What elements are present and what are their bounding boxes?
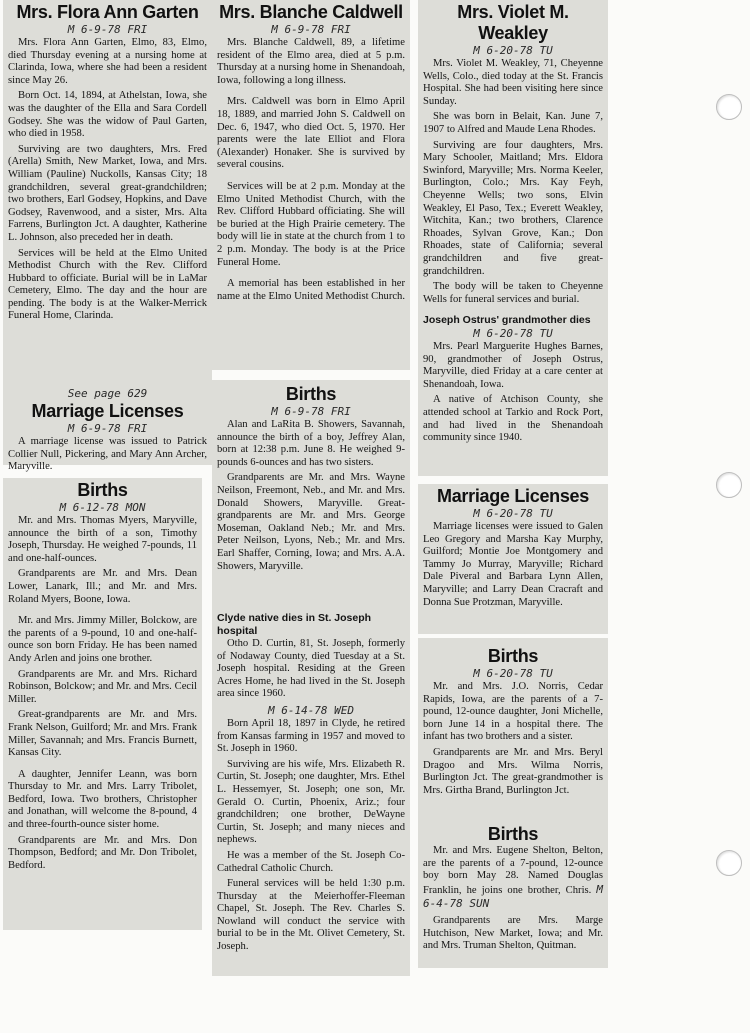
paragraph: Born April 18, 1897 in Clyde, he retired from Kansas farming in 1957 and moved to St. Joseph in 1960. — [217, 717, 405, 755]
handwritten-page-note: See page 629 — [67, 387, 148, 400]
paragraph: Mrs. Flora Ann Garten, Elmo, 83, Elmo, died Thursday evening at a nursing home at Clarinda, Iowa, where she had been a resident since May 26. — [8, 37, 207, 86]
births-right-1 — [418, 638, 608, 822]
paragraph: A native of Atchison County, she attended school at Tarkio and Rock Port, and had lived in the Shenandoah community since 1940. — [423, 394, 603, 444]
obituary-caldwell — [212, 0, 410, 370]
handwritten-date: M 6-12-78 MON — [59, 501, 146, 514]
paragraph: A marriage license was issued to Patrick Collier Null, Pickering, and Mary Ann Archer, Maryville. — [8, 436, 207, 473]
obituary-ostrus — [418, 306, 608, 476]
binder-hole-middle — [716, 472, 742, 498]
headline: Marriage Licenses — [31, 401, 184, 421]
paragraph: Great-grandparents are Mr. and Mrs. Frank Nelson, Guilford; Mr. and Mrs. Frank Miller, Savannah; and Mrs. Francis Burnett, Kansas City. — [8, 709, 197, 759]
handwritten-date: M 6-9-78 FRI — [271, 23, 351, 36]
paragraph: A daughter, Jennifer Leann, was born Thursday to Mr. and Mrs. Larry Tribolet, Bedford, Iowa. Two brothers, Christopher and Jonathan, will welcome the 8-pound, 4 and three-fourth-ounce sister home. — [8, 768, 197, 831]
headline: Births — [487, 646, 539, 666]
obituary-weakley — [418, 0, 608, 306]
headline: Clyde native dies in St. Joseph hospital — [217, 612, 372, 637]
headline: Mrs. Violet M. Weakley — [457, 2, 569, 43]
handwritten-date: M 6-20-78 TU — [473, 507, 553, 520]
headline: Mrs. Blanche Caldwell — [219, 2, 403, 22]
paragraph: He was a member of the St. Joseph Co-Cathedral Catholic Church. — [217, 849, 405, 874]
headline: Births — [285, 384, 337, 404]
paragraph: Surviving are two daughters, Mrs. Fred (Arella) Smith, New Market, Iowa, and Mrs. William (Pauline) Nuckolls, Kansas City; 18 grandchildren, several great-grandchildren; two brothers, Earl Godsey, Hopkins, and Dave Godsey, Ravenwood, and a sister, Mrs. Alta Farrens, Burlington Jct. A daughter, Katherine L. Johnson, also preceded her in death. — [8, 143, 207, 243]
paragraph: Mr. and Mrs. J.O. Norris, Cedar Rapids, Iowa, are the parents of a 7-pound, 12-ounce daughter, Joni Michelle, born June 14 in a hospital there. The infant has two brothers and a sister. — [423, 681, 603, 743]
handwritten-date: M 6-20-78 TU — [473, 44, 553, 57]
handwritten-date: M 6-20-78 TU — [473, 667, 553, 680]
handwritten-date: M 6-4-78 SUN — [423, 882, 604, 911]
headline: Births — [487, 824, 539, 844]
handwritten-date: M 6-20-78 TU — [473, 327, 553, 340]
paragraph: Alan and LaRita B. Showers, Savannah, announce the birth of a boy, Jeffrey Alan, born at 12:38 p.m. June 8. He weighed 9-pounds 6-ounces and has two sisters. — [217, 419, 405, 468]
births-left — [3, 478, 202, 930]
paragraph: Services will be at 2 p.m. Monday at the Elmo United Methodist Church, with the Rev. Clifford Hubbard officiating. She will be buried at the High Prairie cemetery. The body will lie in state at the church from 1 to 2 p.m. Monday. The body is at the Price Funeral Home. — [217, 180, 405, 268]
paragraph: Grandparents are Mrs. Marge Hutchison, New Market, Iowa; and Mr. and Mrs. Truman Shelton, Quitman. — [423, 914, 603, 952]
births-middle — [212, 380, 410, 608]
paragraph: Services will be held at the Elmo United Methodist Church with the Rev. Clifford Hubbard to officiate. Burial will be in LaMar Cemetery, Elmo. The day and the hour are pending. The body is at the Walker-Merrick Funeral Home, Clarinda. — [8, 247, 207, 322]
paragraph: She was born in Belait, Kan. June 7, 1907 to Alfred and Maude Lena Rhodes. — [423, 111, 603, 135]
births-right-2 — [418, 822, 608, 968]
paragraph: Surviving are his wife, Mrs. Elizabeth R. Curtin, St. Joseph; one daughter, Mrs. Ethel L. Hessemyer, St. Joseph; one son, Mr. Gerald O. Curtin, Phoenix, Ariz.; four grandchildren; one brother, DeWayne Curtin, St. Joseph; and many nieces and nephews. — [217, 758, 405, 846]
handwritten-date: M 6-14-78 WED — [267, 703, 355, 717]
paragraph: Otho D. Curtin, 81, St. Joseph, formerly of Nodaway County, died Tuesday at a St. Joseph hospital. Residing at the Green Acres Home, he had lived in the St. Joseph area since 1960. — [217, 638, 405, 700]
marriage-licenses-1 — [3, 385, 212, 473]
handwritten-date: M 6-9-78 FRI — [271, 405, 351, 418]
paragraph: Surviving are four daughters, Mrs. Mary Schooler, Maitland; Mrs. Eldora Swinford, Maryville; Mrs. Norma Keeler, Burlington, Colo.; Mrs. Kay Feyh, Cheyenne Wells; two sons, Elvin Weakley, El Paso, Tex.; Everett Weakley, Witchita, Kan.; two brothers, Clarence Rhoades, Sylvan Grove, Kan.; Don Rhoades, state of California; several grandchildren and five great-grandchildren. — [423, 139, 603, 277]
paragraph — [423, 845, 603, 912]
paragraph: Funeral services will be held 1:30 p.m. Thursday at the Meierhoffer-Fleeman Chapel, St. Joseph. The Rev. Charles S. Nowland will conduct the service with burial to be in the Mt. Olivet Cemetery, St. Joseph. — [217, 878, 405, 953]
paragraph: Mrs. Pearl Marguerite Hughes Barnes, 90, grandmother of Joseph Ostrus, Maryville, died Friday at a care center at Shenandoah, Iowa. — [423, 341, 603, 390]
paragraph: Marriage licenses were issued to Galen Leo Gregory and Marsha Kay Murphy, Guilford; Montie Joe Montgomery and Tammy Jo Murray, Maryville; Richard Dale Piveral and Barbara Lynn Allen, Maryville; and Larry Dean Cracraft and Donna Sue Protzman, Maryville. — [423, 521, 603, 608]
paragraph: Mr. and Mrs. Jimmy Miller, Bolckow, are the parents of a 9-pound, 10 and one-half-ounce son born Friday. He has been named Andy Arlen and joins one brother. — [8, 615, 197, 664]
paragraph: Mrs. Caldwell was born in Elmo April 18, 1889, and married John S. Caldwell on Dec. 6, 1947, who died Oct. 5, 1970. Her parents were the late Elliot and Flora (Alexander) Honaker. She is survived by several cousins. — [217, 96, 405, 171]
paragraph: Mr. and Mrs. Thomas Myers, Maryville, announce the birth of a son, Timothy Joseph, Thursday. He weighed 7-pounds, 11 and one-half-ounces. — [8, 515, 197, 564]
binder-hole-bottom — [716, 850, 742, 876]
paragraph: Mrs. Blanche Caldwell, 89, a lifetime resident of the Elmo area, died at 5 p.m. Thursday at a nursing home in Shenandoah, Iowa, following a long illness. — [217, 37, 405, 86]
paragraph: Born Oct. 14, 1894, at Athelstan, Iowa, she was the daughter of the Ella and Sara Cordell Godsey. She was the widow of Paul Garten, who died in 1958. — [8, 90, 207, 140]
paragraph: Grandparents are Mr. and Mrs. Beryl Dragoo and Mrs. Wilma Norris, Burlington Jct. The great-grandmother is Mrs. Girtha Brand, Burlington Jct. — [423, 746, 603, 796]
paragraph: Grandparents are Mr. and Mrs. Richard Robinson, Bolckow; and Mr. and Mrs. Cecil Miller. — [8, 668, 197, 705]
binder-hole-top — [716, 94, 742, 120]
headline: Mrs. Flora Ann Garten — [16, 2, 199, 22]
paragraph: The body will be taken to Cheyenne Wells for funeral services and burial. — [423, 281, 603, 305]
paragraph: Grandparents are Mr. and Mrs. Dean Lower, Lanark, Ill.; and Mr. and Mrs. Roland Myers, Boone, Iowa. — [8, 568, 197, 605]
paragraph-text: Mr. and Mrs. Eugene Shelton, Belton, are the parents of a 7-pound, 12-ounce boy born May 28. Named Douglas Franklin, he joins one brother, Chris. — [423, 845, 603, 896]
headline: Births — [77, 480, 128, 500]
obituary-garten — [3, 0, 212, 385]
marriage-licenses-2 — [418, 484, 608, 634]
handwritten-date: M 6-9-78 FRI — [67, 23, 148, 36]
headline: Joseph Ostrus' grandmother dies — [423, 314, 591, 326]
paragraph: Grandparents are Mr. and Mrs. Wayne Neilson, Freemont, Neb., and Mr. and Mrs. Donald Showers, Maryville. Great-grandparents are Mr. and Mrs. George Moseman, Oakland Neb.; Mr. and Mrs. Peter Neilson, Lyons, Neb.; Mr. and Mrs. Earl Shaffer, Corning, Iowa; and Mrs. A.A. Showers, Maryville. — [217, 472, 405, 572]
paragraph: A memorial has been established in her name at the Elmo United Methodist Church. — [217, 278, 406, 302]
paragraph: Grandparents are Mr. and Mrs. Don Thompson, Bedford; and Mr. Don Tribolet, Bedford. — [8, 834, 197, 871]
paragraph: Mrs. Violet M. Weakley, 71, Cheyenne Wells, Colo., died today at the St. Francis Hospital. She had been visiting here since Sunday. — [423, 58, 603, 107]
handwritten-date: M 6-9-78 FRI — [67, 422, 148, 435]
obituary-curtin — [212, 608, 410, 976]
headline: Marriage Licenses — [437, 486, 589, 506]
